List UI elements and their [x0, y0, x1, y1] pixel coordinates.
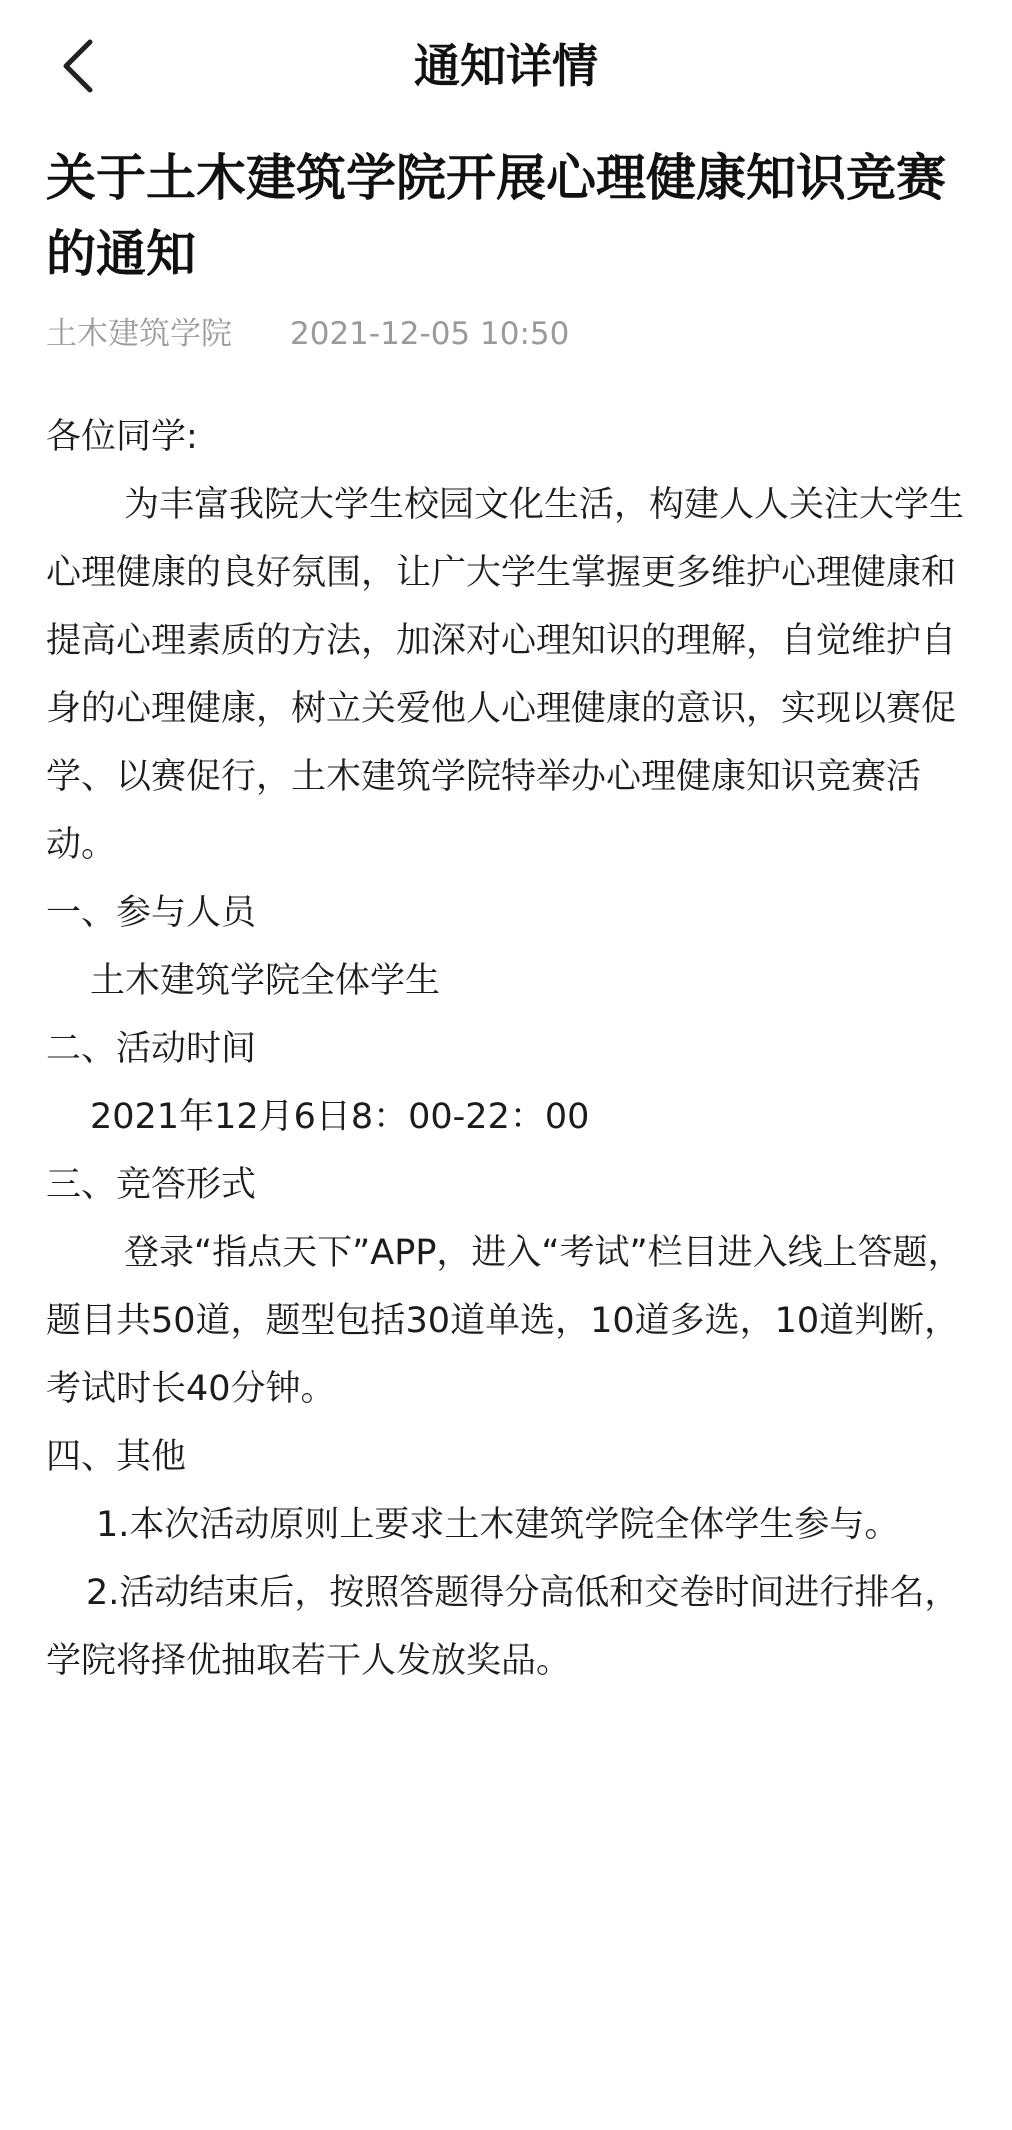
- section-body: 土木建筑学院全体学生: [90, 961, 441, 1001]
- article-source: 土木建筑学院: [46, 316, 232, 352]
- article-date: 2021-12-05 10:50: [290, 316, 570, 352]
- section-body: 登录“指点天下”APP，进入“考试”栏目进入线上答题，题目共50道，题型包括30道单选，10道多选，10道判断，考试时长40分钟。: [46, 1233, 963, 1409]
- article-body: [46, 403, 968, 1695]
- top-bar: [0, 0, 1012, 132]
- section-body: 2021年12月6日8：00-22：00: [90, 1097, 590, 1137]
- article-title: 关于土木建筑学院开展心理健康知识竞赛的通知: [46, 149, 946, 283]
- section-heading: 三、竞答形式: [46, 1165, 257, 1205]
- list-item: 2.活动结束后，按照答题得分高低和交卷时间进行排名，学院将择优抽取若干人发放奖品。: [46, 1573, 960, 1681]
- article-meta: [46, 312, 569, 356]
- section-heading: 二、活动时间: [46, 1029, 257, 1069]
- greeting: 各位同学:: [46, 417, 198, 457]
- section-heading: 四、其他: [46, 1437, 187, 1477]
- section-heading: 一、参与人员: [46, 893, 257, 933]
- page-title: 通知详情: [414, 39, 598, 93]
- intro-paragraph: 为丰富我院大学生校园文化生活，构建人人关注大学生心理健康的良好氛围，让广大学生掌握更多维护心理健康和提高心理素质的方法，加深对心理知识的理解，自觉维护自身的心理健康，树立关爱他人心理健康的意识，实现以赛促学、以赛促行，土木建筑学院特举办心理健康知识竞赛活动。: [46, 485, 965, 865]
- list-item: 1.本次活动原则上要求土木建筑学院全体学生参与。: [96, 1505, 900, 1545]
